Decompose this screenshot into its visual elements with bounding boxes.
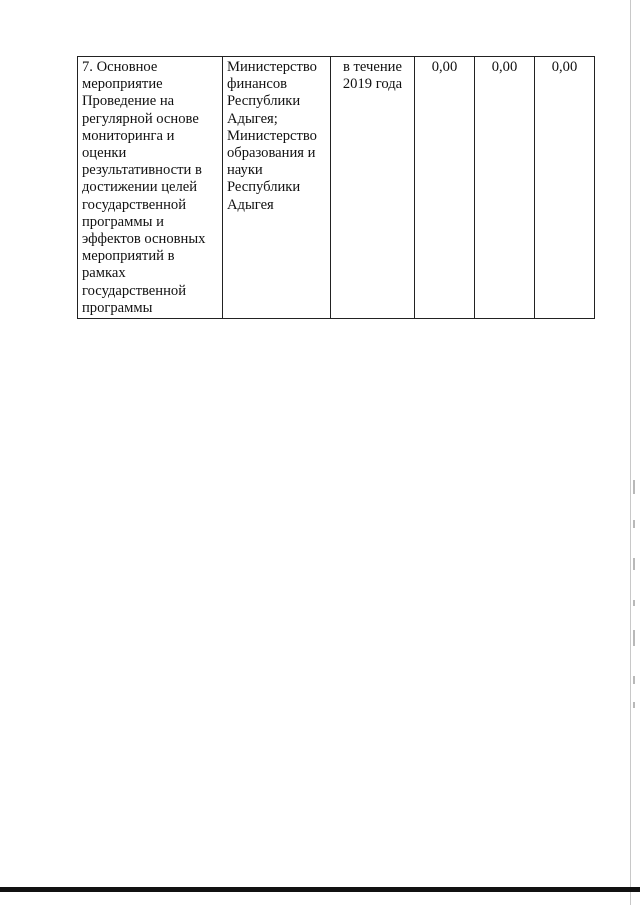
- responsible-executor-cell: Министерство финансов Республики Адыгея; Министерство образования и науки Республики Адыгея: [223, 57, 331, 319]
- amount-cell-2: 0,00: [475, 57, 535, 319]
- page-edge-line: [630, 0, 631, 905]
- activities-table: [77, 56, 595, 319]
- scan-artifact-marks: [633, 480, 637, 710]
- activity-name-cell: 7. Основное мероприятие Проведение на регулярной основе мониторинга и оценки результативности в достижении целей государственной программы и эффектов основных мероприятий в рамках государственной программы: [78, 57, 223, 319]
- bottom-border-line: [0, 887, 640, 892]
- amount-cell-3: 0,00: [535, 57, 595, 319]
- amount-cell-1: 0,00: [415, 57, 475, 319]
- implementation-period-cell: в течение 2019 года: [331, 57, 415, 319]
- table-row: [78, 57, 595, 319]
